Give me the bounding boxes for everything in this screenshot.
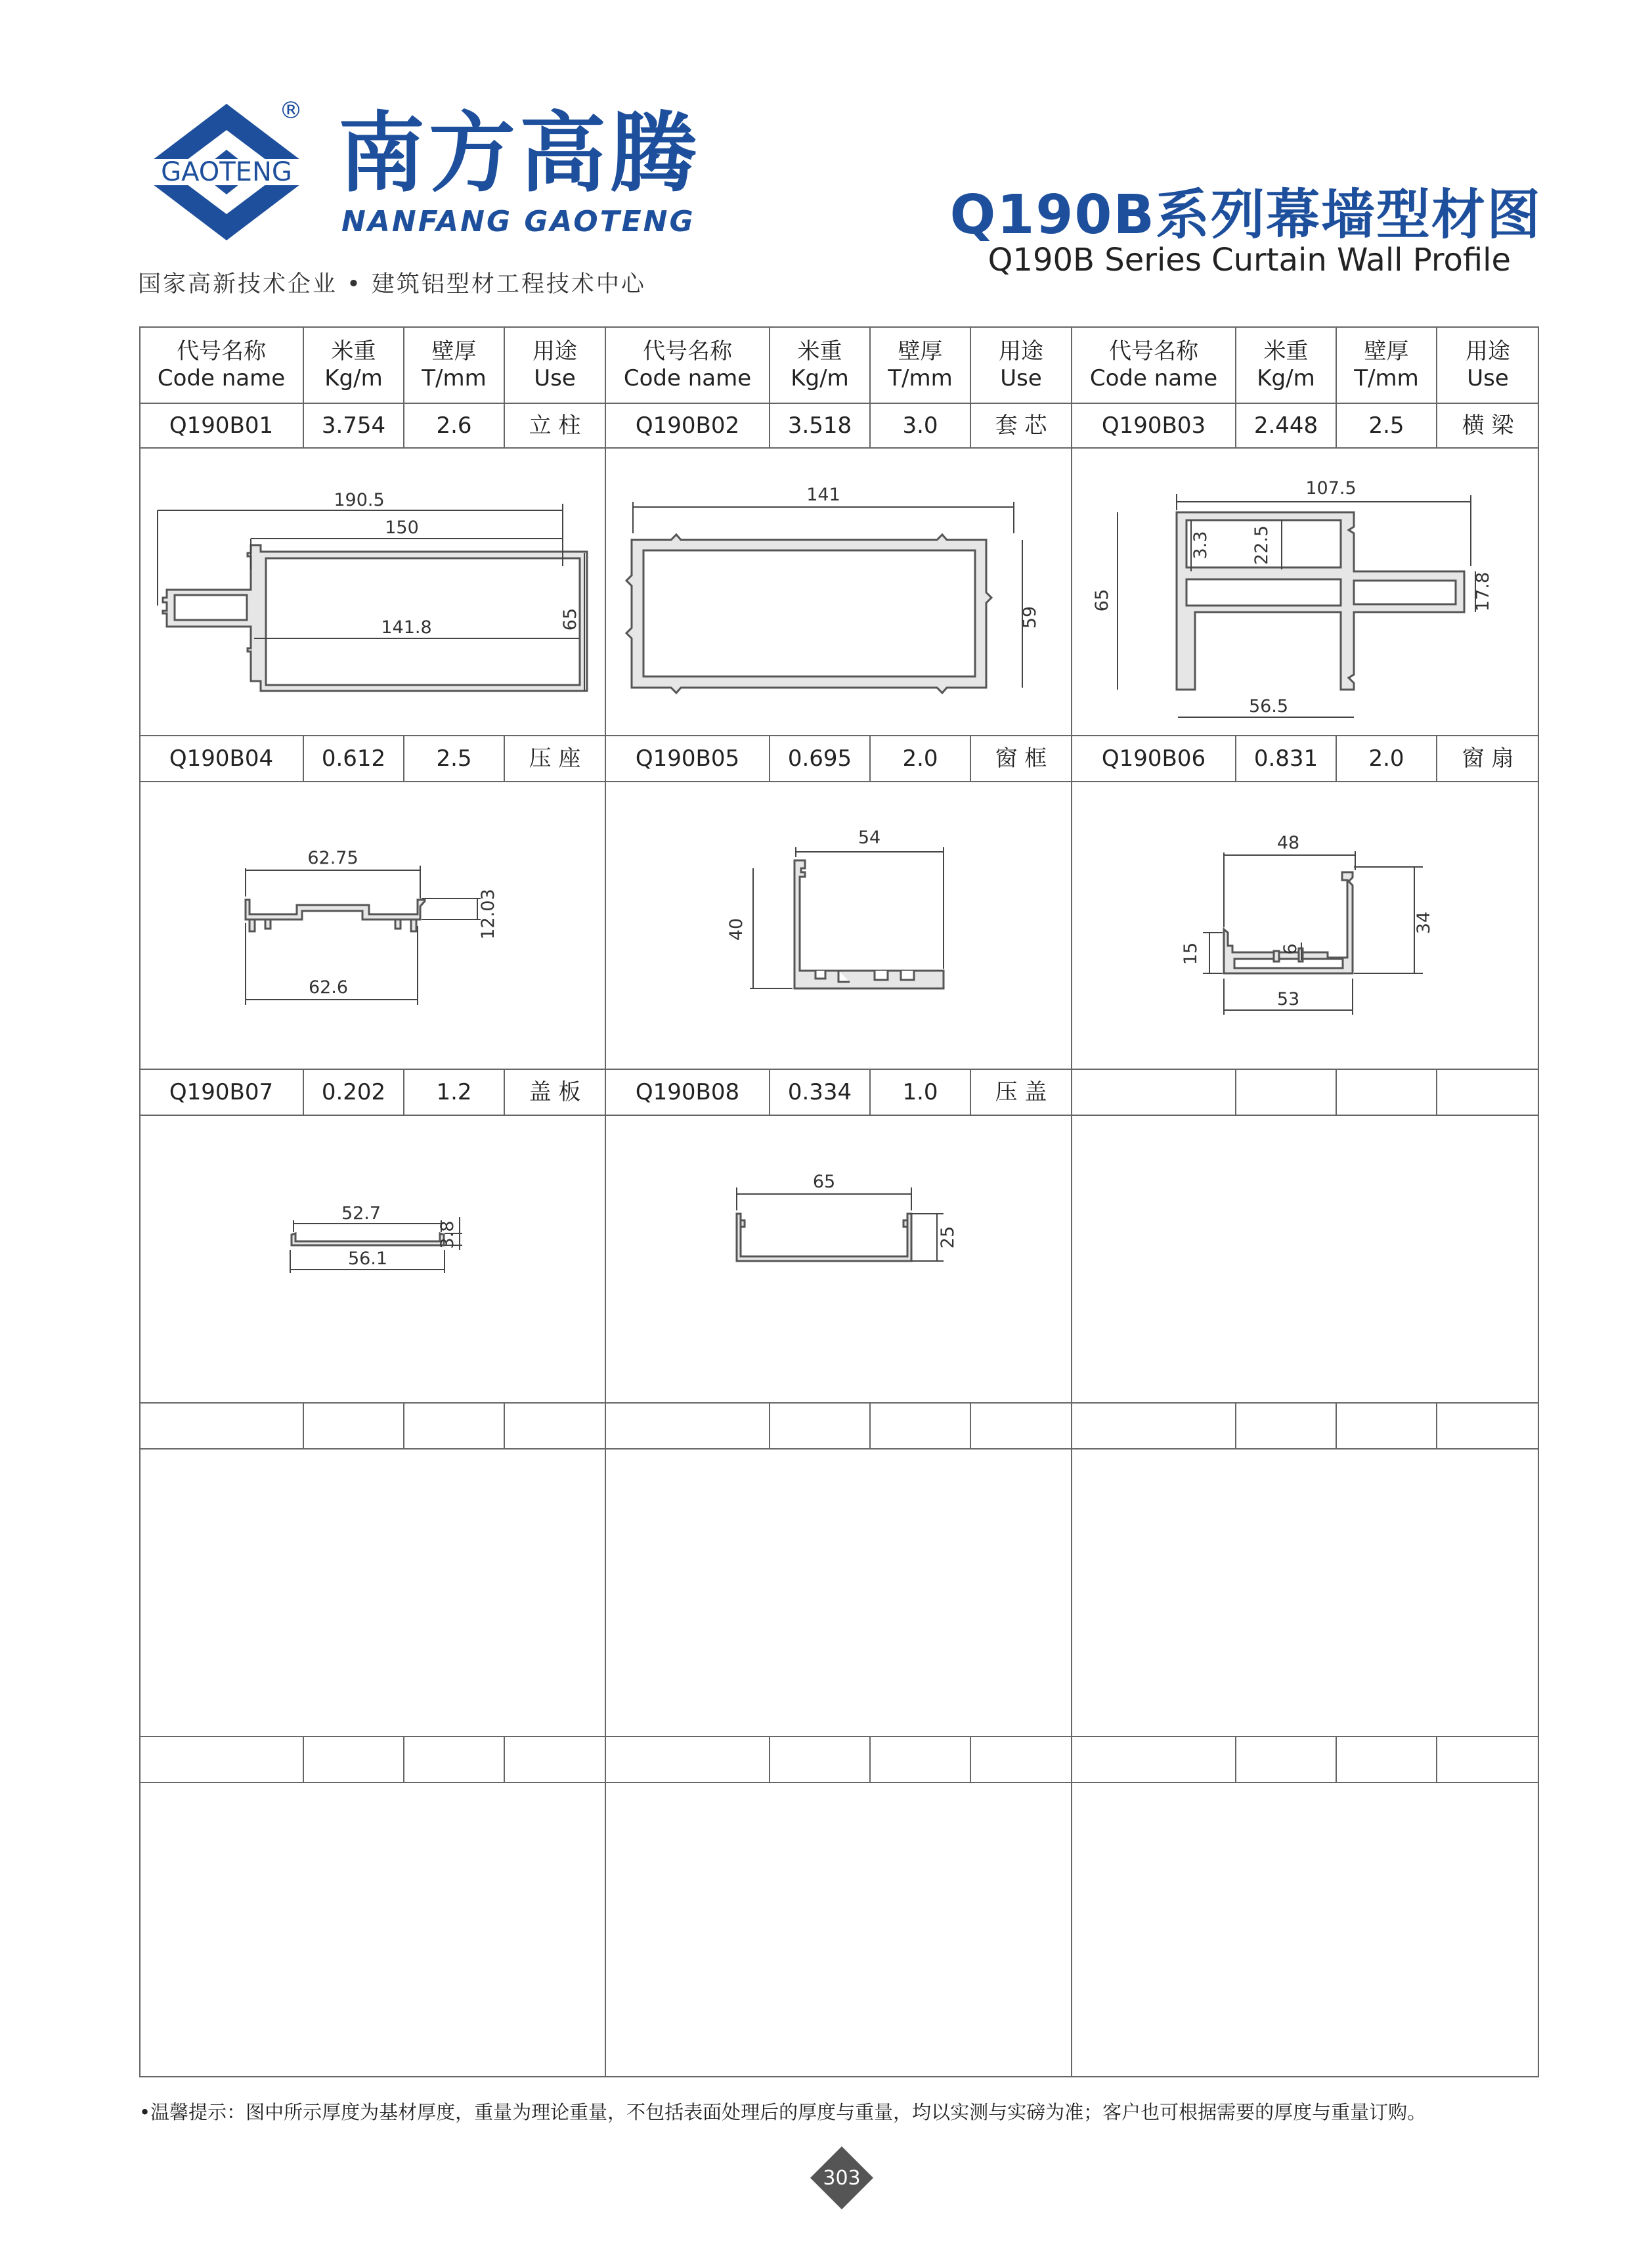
dim-label: 34 — [1414, 911, 1434, 935]
brand-name-en: NANFANG GAOTENG — [341, 205, 695, 238]
profile-thickness: 2.0 — [1368, 745, 1404, 772]
page-title-en: Q190B Series Curtain Wall Profile — [988, 242, 1511, 278]
header-weight: 米重 Kg/m — [324, 338, 383, 391]
header-thickness: 壁厚 T/mm — [1354, 338, 1419, 391]
dim-label: 22.5 — [1251, 525, 1272, 565]
profile-use: 横 梁 — [1462, 412, 1514, 439]
profile-code: Q190B03 — [1101, 412, 1206, 439]
dim-label: 54 — [858, 828, 881, 848]
profile-thickness: 2.0 — [902, 745, 938, 772]
dim-label: 141.8 — [381, 617, 432, 638]
profile-thickness: 1.0 — [902, 1078, 938, 1105]
profile-use: 压 座 — [529, 745, 581, 772]
dim-label: 141 — [806, 485, 840, 505]
profile-code: Q190B06 — [1101, 745, 1206, 772]
profile-weight: 0.695 — [787, 745, 852, 772]
dim-label: 62.75 — [307, 848, 359, 868]
profile-weight: 0.612 — [321, 745, 386, 772]
dim-label: 17.8 — [1473, 571, 1493, 612]
header-use: 用途 Use — [533, 338, 577, 391]
profile-drawing-q190b05 — [612, 788, 1065, 1067]
profile-thickness: 2.5 — [1368, 412, 1404, 439]
profile-drawing-q190b03 — [1078, 454, 1531, 733]
company-tagline: 国家高新技术企业 • 建筑铝型材工程技术中心 — [138, 271, 646, 298]
profile-weight: 3.518 — [787, 412, 852, 439]
header-use: 用途 Use — [999, 338, 1043, 391]
header-weight: 米重 Kg/m — [791, 338, 849, 391]
dim-label: 65 — [1092, 588, 1112, 612]
dim-label: 15 — [1181, 942, 1201, 965]
dim-label: 62.6 — [308, 977, 349, 998]
registered-mark: ® — [279, 97, 303, 124]
profile-use: 立 柱 — [529, 412, 581, 439]
header-code: 代号名称 Code name — [623, 338, 752, 391]
header-thickness: 壁厚 T/mm — [422, 338, 487, 391]
dim-label: 56.5 — [1248, 696, 1289, 717]
profile-code: Q190B04 — [169, 745, 274, 772]
profile-weight: 0.334 — [787, 1078, 852, 1105]
dim-label: 65 — [560, 608, 580, 631]
profile-code: Q190B05 — [635, 745, 740, 772]
profile-weight: 2.448 — [1253, 412, 1318, 439]
brand-name-cn: 南方高腾 — [338, 103, 701, 204]
dim-label: 59 — [1020, 606, 1040, 629]
profile-use: 压 盖 — [995, 1078, 1047, 1105]
profile-thickness: 2.5 — [436, 745, 472, 772]
profile-drawing-q190b07 — [146, 1122, 599, 1400]
profile-drawing-q190b02 — [612, 454, 1065, 733]
header-code: 代号名称 Code name — [157, 338, 286, 391]
profile-drawing-q190b04 — [146, 788, 599, 1067]
dim-label: 25 — [938, 1226, 958, 1249]
header-thickness: 壁厚 T/mm — [888, 338, 953, 391]
page-number: 303 — [823, 2167, 861, 2190]
dim-label: 48 — [1276, 833, 1300, 853]
dim-label: 52.7 — [341, 1203, 381, 1224]
dim-label: 56.1 — [347, 1249, 388, 1269]
dim-label: 190.5 — [334, 490, 385, 510]
dim-label: 3.3 — [1190, 531, 1211, 560]
profile-weight: 3.754 — [321, 412, 386, 439]
profile-code: Q190B07 — [169, 1078, 274, 1105]
header-use: 用途 Use — [1466, 338, 1510, 391]
profile-use: 窗 框 — [995, 745, 1047, 772]
profile-drawing-q190b06 — [1078, 788, 1531, 1067]
page-number-badge — [809, 2145, 875, 2211]
profile-code: Q190B08 — [635, 1078, 740, 1105]
dim-label: 107.5 — [1305, 478, 1357, 498]
dim-label: 53 — [1276, 989, 1300, 1009]
dim-label: 12.03 — [478, 889, 498, 940]
header-code: 代号名称 Code name — [1089, 338, 1218, 391]
profile-weight: 0.202 — [321, 1078, 386, 1105]
dim-label: 6 — [1280, 943, 1301, 955]
page-title-cn: Q190B系列幕墙型材图 — [949, 184, 1542, 246]
profile-weight: 0.831 — [1253, 745, 1318, 772]
dim-label: 65 — [812, 1172, 836, 1192]
dim-label: 3.8 — [437, 1220, 458, 1249]
footer-note: •温馨提示：图中所示厚度为基材厚度，重量为理论重量，不包括表面处理后的厚度与重量，均以实测与实磅为准；客户也可根据需要的厚度与重量订购。 — [139, 2101, 1427, 2123]
profile-drawing-q190b01 — [146, 454, 599, 733]
profile-use: 套 芯 — [995, 412, 1047, 439]
profile-code: Q190B02 — [635, 412, 740, 439]
profile-use: 盖 板 — [529, 1078, 581, 1105]
profile-thickness: 3.0 — [902, 412, 938, 439]
profile-code: Q190B01 — [169, 412, 274, 439]
dim-label: 40 — [726, 918, 747, 941]
header-weight: 米重 Kg/m — [1257, 338, 1315, 391]
profile-drawing-q190b08 — [612, 1122, 1065, 1400]
profile-thickness: 2.6 — [436, 412, 472, 439]
dim-label: 150 — [385, 518, 419, 538]
profile-thickness: 1.2 — [436, 1078, 472, 1105]
logo-text: GAOTENG — [161, 157, 292, 187]
profile-use: 窗 扇 — [1462, 745, 1514, 772]
